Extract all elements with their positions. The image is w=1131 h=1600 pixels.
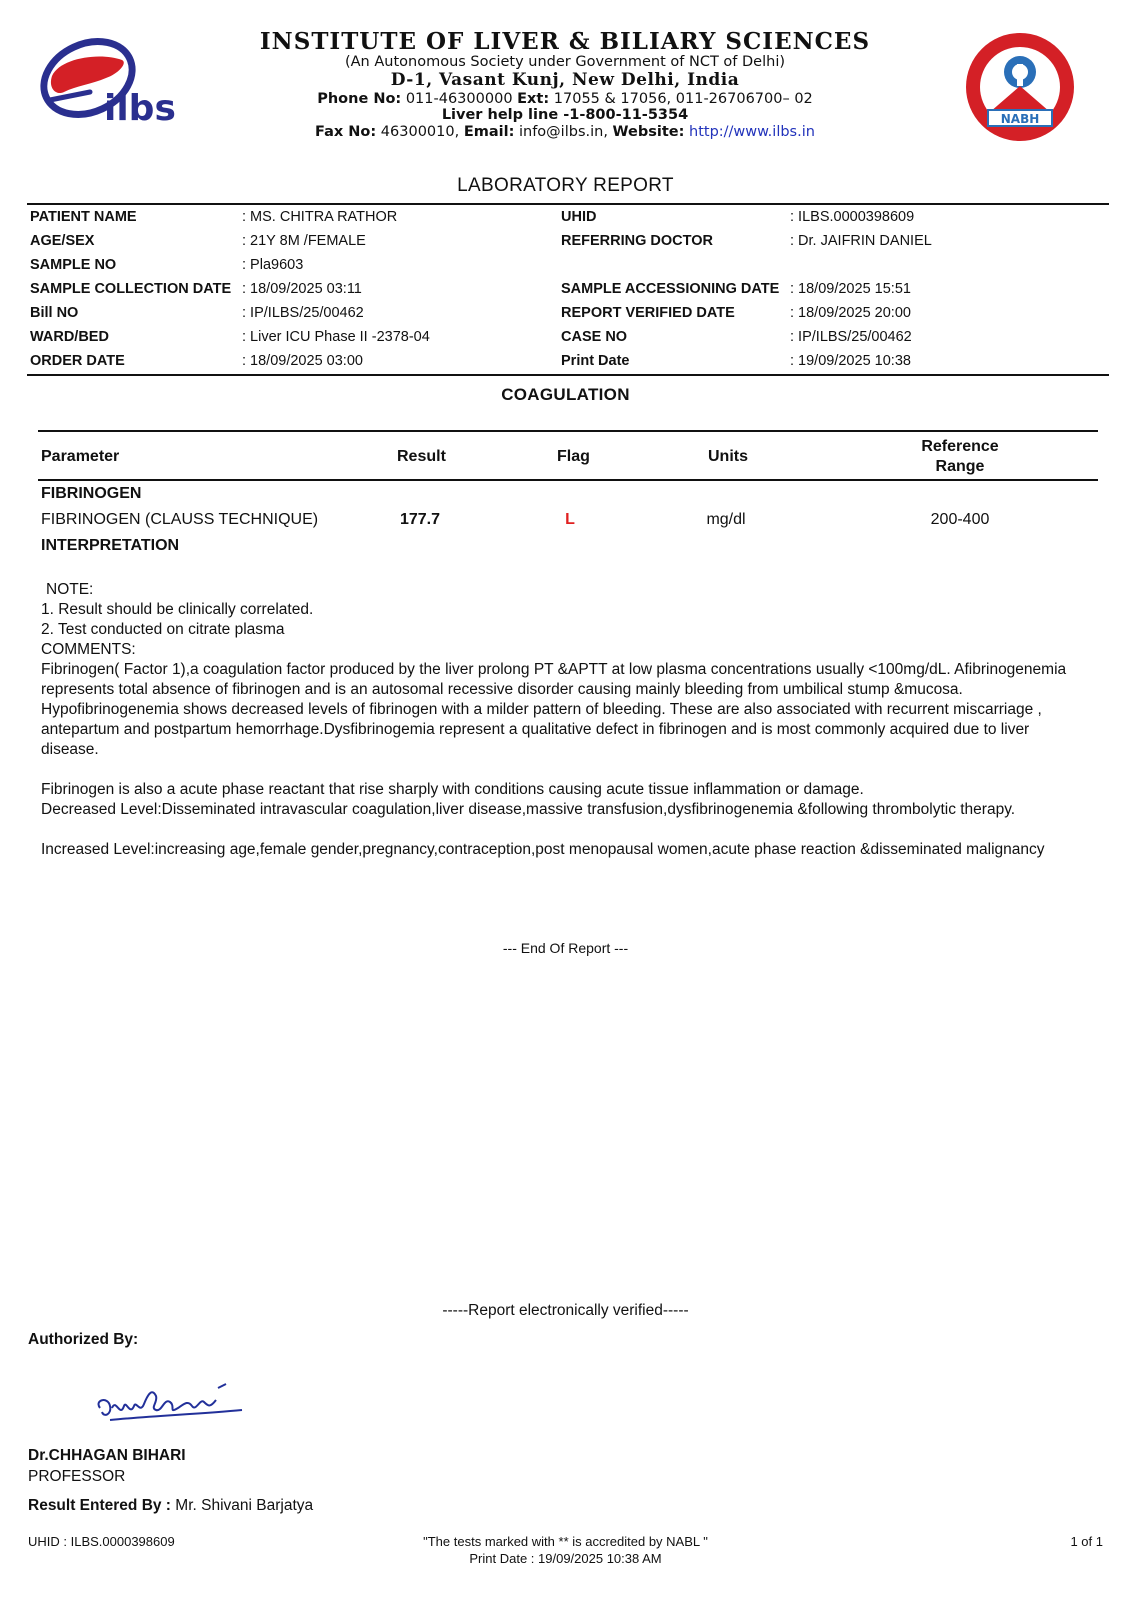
ext-value: 17055 & 17056, 011-26706700– 02 bbox=[553, 91, 813, 107]
entered-by-label: Result Entered By : bbox=[28, 1497, 171, 1514]
comment-paragraph-1: Fibrinogen( Factor 1),a coagulation factor produced by the liver prolong PT &APTT at low plasma concentrations usually <100mg/dL. Afibrinogenemia represents total absence of fibrinogen and is an autosomal recessive disorder causing mainly bleeding from umbilical stump &mucosa. Hypofibrinogenemia shows decreased levels of fibrinogen with a milder pattern of bleeding. These are also associated with recurrent miscarriage , antepartum and postpartum hemorrhage.Dysfibrinogemia represent a qualitative defect in fibrinogen and is most commonly acquired due to liver disease. bbox=[41, 661, 1067, 758]
nabh-seal-icon bbox=[960, 30, 1080, 145]
fax-value: 46300010, bbox=[380, 124, 460, 140]
col-header-flag: Flag bbox=[557, 448, 590, 465]
collection-date-value: : 18/09/2025 03:11 bbox=[242, 281, 362, 297]
email-label: Email: bbox=[463, 124, 515, 140]
order-date-value: : 18/09/2025 03:00 bbox=[242, 353, 363, 369]
age-sex-value: : 21Y 8M /FEMALE bbox=[242, 233, 366, 249]
referring-doctor-label: REFERRING DOCTOR bbox=[561, 233, 713, 249]
order-date-label: ORDER DATE bbox=[30, 353, 125, 369]
footer-uhid: UHID : ILBS.0000398609 bbox=[28, 1534, 175, 1549]
referring-doctor-value: : Dr. JAIFRIN DANIEL bbox=[790, 233, 932, 249]
ext-label: Ext: bbox=[517, 91, 550, 107]
group-label: FIBRINOGEN bbox=[41, 485, 142, 502]
svg-text:NABH: NABH bbox=[1000, 112, 1040, 126]
row-parameter: FIBRINOGEN (CLAUSS TECHNIQUE) bbox=[41, 511, 319, 528]
patient-name-label: PATIENT NAME bbox=[30, 209, 137, 225]
svg-text:ilbs: ilbs bbox=[104, 88, 176, 129]
phone-label: Phone No: bbox=[317, 91, 402, 107]
footer-print-date: Print Date : 19/09/2025 10:38 AM bbox=[469, 1551, 662, 1566]
note-2: 2. Test conducted on citrate plasma bbox=[41, 621, 285, 638]
entered-by-value: Mr. Shivani Barjatya bbox=[175, 1497, 314, 1514]
accessioning-date-value: : 18/09/2025 15:51 bbox=[790, 281, 911, 297]
row-result: 177.7 bbox=[399, 511, 441, 528]
ward-bed-label: WARD/BED bbox=[30, 329, 109, 345]
section-title: COAGULATION bbox=[501, 385, 630, 404]
website-link[interactable]: http://www.ilbs.in bbox=[689, 124, 815, 140]
col-header-units: Units bbox=[708, 448, 748, 465]
footer-accreditation-note: "The tests marked with ** is accredited by NABL " bbox=[423, 1534, 708, 1549]
comment-paragraph-4: Increased Level:increasing age,female gender,pregnancy,contraception,post menopausal women,acute phase reaction &disseminated malignancy bbox=[41, 841, 1045, 858]
contact-line bbox=[230, 124, 900, 140]
ilbs-logo bbox=[30, 30, 180, 130]
verified-date-label: REPORT VERIFIED DATE bbox=[561, 305, 735, 321]
ward-bed-value: : Liver ICU Phase II -2378-04 bbox=[242, 329, 430, 345]
signature-icon bbox=[90, 1378, 260, 1438]
collection-date-label: SAMPLE COLLECTION DATE bbox=[30, 281, 232, 297]
verified-text: -----Report electronically verified----- bbox=[442, 1302, 689, 1319]
uhid-label: UHID bbox=[561, 209, 597, 225]
phone-line bbox=[230, 91, 900, 107]
result-entered-by bbox=[28, 1497, 313, 1515]
case-no-label: CASE NO bbox=[561, 329, 628, 345]
row-units: mg/dl bbox=[706, 511, 746, 528]
institute-address: D-1, Vasant Kunj, New Delhi, India bbox=[390, 70, 740, 90]
print-date-label: Print Date bbox=[561, 353, 630, 369]
phone-value: 011-46300000 bbox=[405, 91, 513, 107]
interpretation-label: INTERPRETATION bbox=[41, 537, 180, 554]
row-reference: 200-400 bbox=[930, 511, 990, 528]
comments-label: COMMENTS: bbox=[41, 641, 136, 658]
bill-no-label: Bill NO bbox=[30, 305, 79, 321]
col-header-reference-line2: Range bbox=[935, 458, 985, 475]
institute-subtitle: (An Autonomous Society under Government of NCT of Delhi) bbox=[344, 54, 786, 70]
table-top-rule bbox=[38, 430, 1098, 432]
table-header-rule bbox=[38, 479, 1098, 481]
email-value: info@ilbs.in, bbox=[518, 124, 608, 140]
case-no-value: : IP/ILBS/25/00462 bbox=[790, 329, 912, 345]
uhid-value: : ILBS.0000398609 bbox=[790, 209, 915, 225]
comment-paragraph-2: Fibrinogen is also a acute phase reactant that rise sharply with conditions causing acute tissue inflammation or damage. bbox=[41, 781, 864, 798]
print-date-value: : 19/09/2025 10:38 bbox=[790, 353, 911, 369]
signature bbox=[90, 1378, 260, 1438]
helpline: Liver help line -1-800-11-5354 bbox=[441, 107, 689, 123]
col-header-parameter: Parameter bbox=[41, 448, 120, 465]
top-divider bbox=[27, 203, 1109, 205]
end-of-report: --- End Of Report --- bbox=[502, 940, 629, 956]
patient-name-value: : MS. CHITRA RATHOR bbox=[242, 209, 398, 225]
age-sex-label: AGE/SEX bbox=[30, 233, 95, 249]
col-header-result: Result bbox=[397, 448, 446, 465]
nabh-badge bbox=[960, 30, 1080, 145]
accessioning-date-label: SAMPLE ACCESSIONING DATE bbox=[561, 281, 780, 297]
sample-no-value: : Pla9603 bbox=[242, 257, 304, 273]
doctor-designation: PROFESSOR bbox=[28, 1468, 126, 1485]
row-flag: L bbox=[565, 511, 575, 528]
institute-name: INSTITUTE OF LIVER & BILIARY SCIENCES bbox=[259, 28, 871, 55]
notes-block bbox=[41, 580, 1091, 860]
fax-label: Fax No: bbox=[315, 124, 377, 140]
page-number: 1 of 1 bbox=[1070, 1534, 1103, 1549]
note-1: 1. Result should be clinically correlated. bbox=[41, 601, 314, 618]
liver-logo-icon bbox=[30, 30, 180, 130]
doctor-name: Dr.CHHAGAN BIHARI bbox=[28, 1447, 186, 1464]
authorized-by-label: Authorized By: bbox=[28, 1331, 139, 1348]
report-title: LABORATORY REPORT bbox=[457, 175, 674, 196]
comment-paragraph-3: Decreased Level:Disseminated intravascular coagulation,liver disease,massive transfusion,dysfibrinogenemia &following thrombolytic therapy. bbox=[41, 801, 1016, 818]
sample-no-label: SAMPLE NO bbox=[30, 257, 117, 273]
verified-date-value: : 18/09/2025 20:00 bbox=[790, 305, 911, 321]
bill-no-value: : IP/ILBS/25/00462 bbox=[242, 305, 364, 321]
website-label: Website: bbox=[612, 124, 685, 140]
info-divider bbox=[27, 374, 1109, 376]
col-header-reference-line1: Reference bbox=[921, 438, 999, 455]
note-label: NOTE: bbox=[46, 581, 94, 598]
